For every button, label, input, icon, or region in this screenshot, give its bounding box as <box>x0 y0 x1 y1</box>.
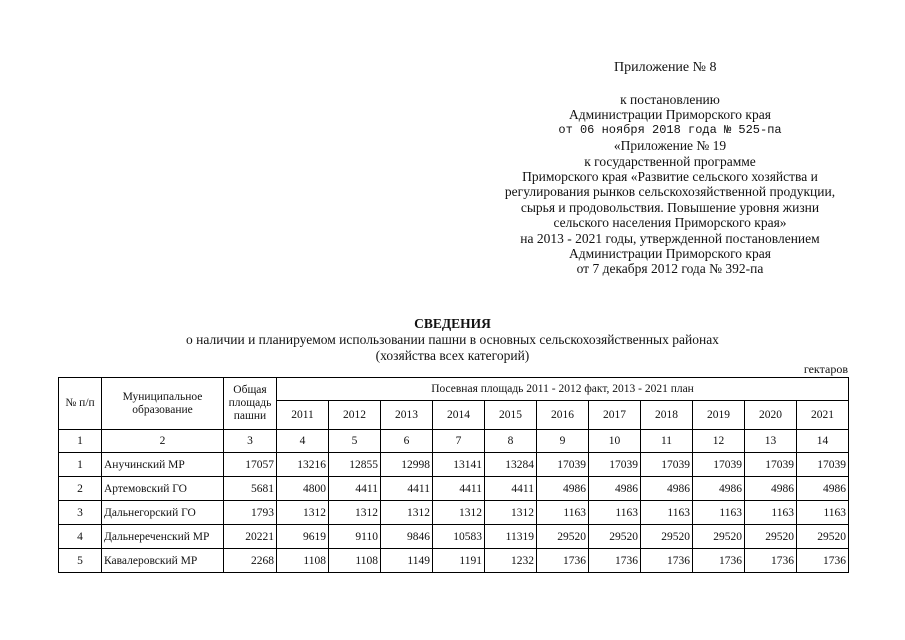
sown-area-cell: 4411 <box>381 477 433 501</box>
column-index-cell: 4 <box>277 430 329 453</box>
sown-area-cell: 4986 <box>641 477 693 501</box>
sown-area-cell: 1736 <box>693 549 745 573</box>
table-body <box>59 430 849 573</box>
total-area-cell: 1793 <box>224 501 277 525</box>
row-number-cell: 3 <box>59 501 102 525</box>
sown-area-cell: 9110 <box>329 525 381 549</box>
column-index-cell: 12 <box>693 430 745 453</box>
row-number-cell: 4 <box>59 525 102 549</box>
column-index-cell: 10 <box>589 430 641 453</box>
sown-area-cell: 1163 <box>693 501 745 525</box>
sown-area-cell: 29520 <box>641 525 693 549</box>
col-header-number: № п/п <box>59 378 102 430</box>
sown-area-cell: 13284 <box>485 453 537 477</box>
column-index-cell: 8 <box>485 430 537 453</box>
sown-area-cell: 1149 <box>381 549 433 573</box>
basis-line: Администрации Приморского края <box>569 107 771 123</box>
sown-area-cell: 1163 <box>641 501 693 525</box>
basis-line: к постановлению <box>620 92 720 107</box>
sown-area-cell: 1108 <box>329 549 381 573</box>
row-number-cell: 1 <box>59 453 102 477</box>
sown-area-cell: 4800 <box>277 477 329 501</box>
sown-area-cell: 4986 <box>745 477 797 501</box>
total-area-cell: 2268 <box>224 549 277 573</box>
table-row <box>59 525 849 549</box>
sown-area-cell: 1312 <box>381 501 433 525</box>
sown-area-cell: 9846 <box>381 525 433 549</box>
sown-area-cell: 1736 <box>641 549 693 573</box>
municipality-cell: Кавалеровский МР <box>102 549 224 573</box>
year-header: 2020 <box>745 401 797 430</box>
heading-subtitle: о наличии и планируемом использовании пашни в основных сельскохозяйственных районах <box>186 332 719 347</box>
year-header: 2019 <box>693 401 745 430</box>
sown-area-cell: 1163 <box>537 501 589 525</box>
year-header: 2015 <box>485 401 537 430</box>
sown-area-cell: 4986 <box>797 477 849 501</box>
units-label: гектаров <box>803 362 848 376</box>
total-area-cell: 20221 <box>224 525 277 549</box>
year-header: 2011 <box>277 401 329 430</box>
year-header: 2018 <box>641 401 693 430</box>
basis-line: Приморского края «Развитие сельского хозяйства и <box>522 169 818 185</box>
sown-area-cell: 29520 <box>797 525 849 549</box>
column-index-cell: 14 <box>797 430 849 453</box>
appendix-basis <box>440 92 900 277</box>
sown-area-cell: 1312 <box>329 501 381 525</box>
basis-line-date: от 06 ноября 2018 года № 525-па <box>558 122 782 137</box>
table-row <box>59 477 849 501</box>
row-number-cell: 2 <box>59 477 102 501</box>
municipality-cell: Анучинский МР <box>102 453 224 477</box>
sown-area-cell: 10583 <box>433 525 485 549</box>
sown-area-cell: 1736 <box>745 549 797 573</box>
sown-area-cell: 12998 <box>381 453 433 477</box>
sown-area-cell: 29520 <box>537 525 589 549</box>
column-index-cell: 3 <box>224 430 277 453</box>
sown-area-cell: 17039 <box>797 453 849 477</box>
year-header: 2021 <box>797 401 849 430</box>
sown-area-cell: 1108 <box>277 549 329 573</box>
sown-area-cell: 1736 <box>537 549 589 573</box>
sown-area-cell: 1163 <box>589 501 641 525</box>
sown-area-cell: 9619 <box>277 525 329 549</box>
col-header-sown-area: Посевная площадь 2011 - 2012 факт, 2013 - 2021 план <box>277 378 849 401</box>
sown-area-cell: 17039 <box>537 453 589 477</box>
table-row <box>59 501 849 525</box>
table-row <box>59 549 849 573</box>
year-header: 2013 <box>381 401 433 430</box>
sown-area-cell: 17039 <box>693 453 745 477</box>
sown-area-cell: 1736 <box>589 549 641 573</box>
basis-line: на 2013 - 2021 годы, утвержденной постановлением <box>520 230 820 246</box>
sown-area-cell: 29520 <box>693 525 745 549</box>
document-heading <box>0 316 905 364</box>
column-index-cell: 5 <box>329 430 381 453</box>
municipality-cell: Дальнегорский ГО <box>102 501 224 525</box>
col-header-total-area: Общая площадь пашни <box>224 378 277 430</box>
sown-area-cell: 4986 <box>693 477 745 501</box>
heading-title: СВЕДЕНИЯ <box>414 316 491 331</box>
arable-land-table <box>58 377 849 573</box>
sown-area-cell: 1312 <box>485 501 537 525</box>
sown-area-cell: 4986 <box>589 477 641 501</box>
sown-area-cell: 17039 <box>745 453 797 477</box>
basis-line: сырья и продовольствия. Повышение уровня жизни <box>520 199 820 215</box>
table-row <box>59 453 849 477</box>
sown-area-cell: 11319 <box>485 525 537 549</box>
sown-area-cell: 4411 <box>433 477 485 501</box>
column-index-cell: 1 <box>59 430 102 453</box>
basis-line: «Приложение № 19 <box>613 138 727 154</box>
sown-area-cell: 17039 <box>589 453 641 477</box>
column-index-cell: 7 <box>433 430 485 453</box>
sown-area-cell: 1736 <box>797 549 849 573</box>
appendix-title: Приложение № 8 <box>614 60 717 75</box>
municipality-cell: Артемовский ГО <box>102 477 224 501</box>
basis-line: к государственной программе <box>584 153 756 169</box>
year-header: 2017 <box>589 401 641 430</box>
sown-area-cell: 1312 <box>277 501 329 525</box>
column-index-row <box>59 430 849 453</box>
basis-line: сельского населения Приморского края» <box>553 215 787 231</box>
sown-area-cell: 1191 <box>433 549 485 573</box>
sown-area-cell: 29520 <box>745 525 797 549</box>
column-index-cell: 9 <box>537 430 589 453</box>
sown-area-cell: 4986 <box>537 477 589 501</box>
sown-area-cell: 13141 <box>433 453 485 477</box>
municipality-cell: Дальнереченский МР <box>102 525 224 549</box>
year-header: 2016 <box>537 401 589 430</box>
total-area-cell: 17057 <box>224 453 277 477</box>
total-area-cell: 5681 <box>224 477 277 501</box>
year-header: 2014 <box>433 401 485 430</box>
sown-area-cell: 29520 <box>589 525 641 549</box>
sown-area-cell: 4411 <box>485 477 537 501</box>
sown-area-cell: 13216 <box>277 453 329 477</box>
column-index-cell: 2 <box>102 430 224 453</box>
row-number-cell: 5 <box>59 549 102 573</box>
sown-area-cell: 12855 <box>329 453 381 477</box>
sown-area-cell: 1232 <box>485 549 537 573</box>
column-index-cell: 13 <box>745 430 797 453</box>
col-header-municipality: Муниципальное образование <box>102 378 224 430</box>
sown-area-cell: 1163 <box>745 501 797 525</box>
heading-subtitle-note: (хозяйства всех категорий) <box>375 348 530 363</box>
year-header: 2012 <box>329 401 381 430</box>
basis-line: от 7 декабря 2012 года № 392-па <box>576 261 764 277</box>
sown-area-cell: 1312 <box>433 501 485 525</box>
sown-area-cell: 17039 <box>641 453 693 477</box>
basis-line: Администрации Приморского края <box>569 246 771 262</box>
sown-area-cell: 1163 <box>797 501 849 525</box>
basis-line: регулирования рынков сельскохозяйственной продукции, <box>504 184 836 200</box>
column-index-cell: 11 <box>641 430 693 453</box>
sown-area-cell: 4411 <box>329 477 381 501</box>
column-index-cell: 6 <box>381 430 433 453</box>
